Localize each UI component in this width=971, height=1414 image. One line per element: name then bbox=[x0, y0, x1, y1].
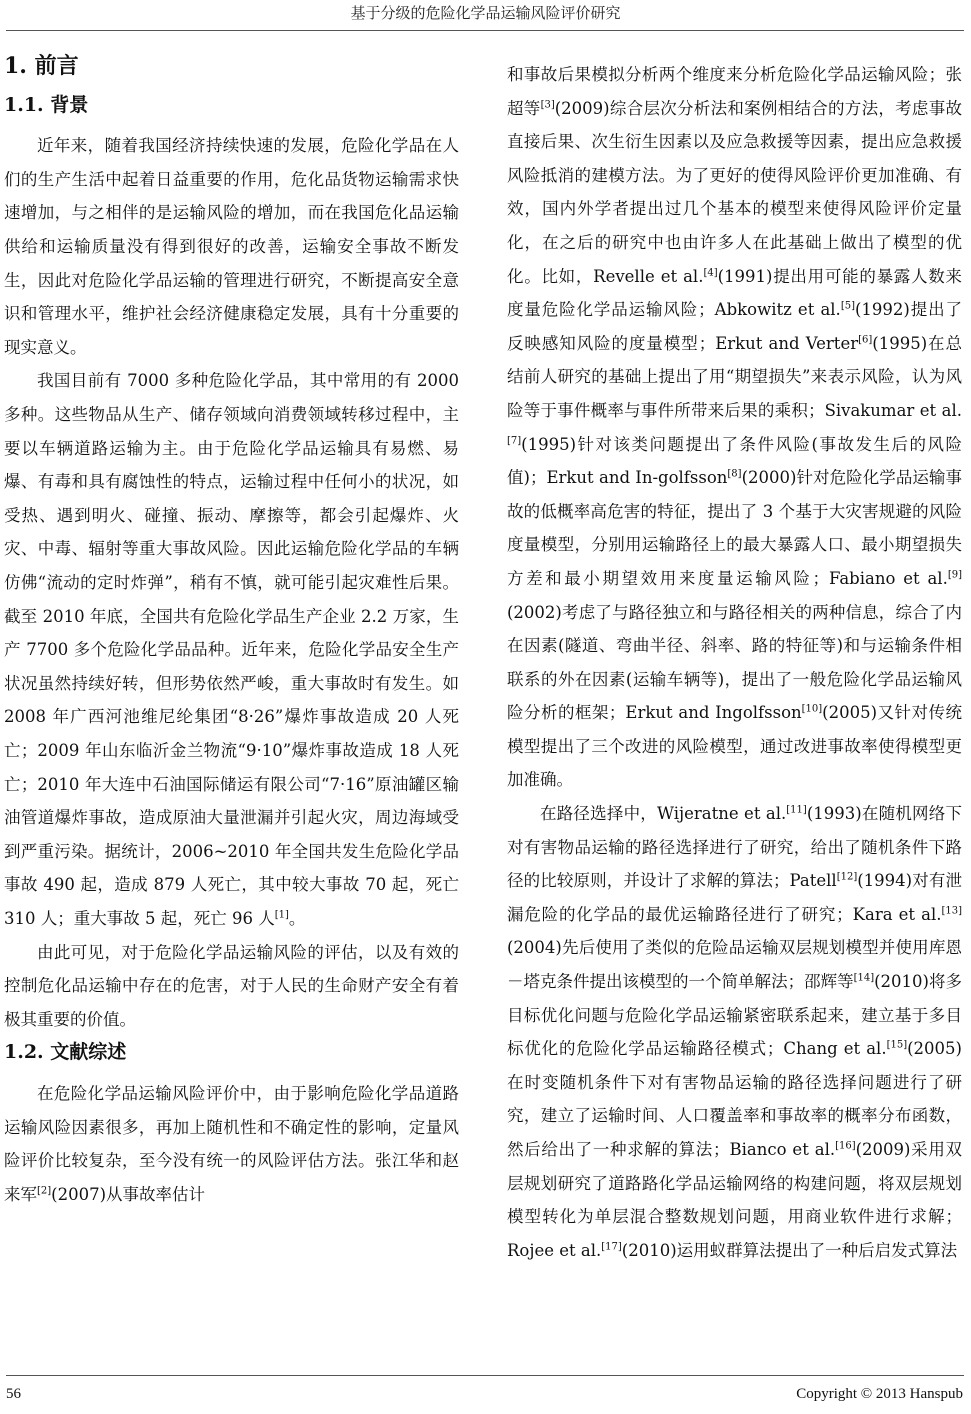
subsection-heading-literature-review: 1.2. 文献综述 bbox=[4, 1041, 127, 1064]
header-rule bbox=[6, 30, 964, 31]
citation: [11] bbox=[786, 804, 807, 816]
paragraph-text: 在危险化学品运输风险评价中，由于影响危险化学品道路运输风险因素很多，再加上随机性和不确定性的影响，定量风险评价比较复杂，至今没有统一的风险评估方法。张江华和赵来军 bbox=[4, 1084, 459, 1204]
citation: [14] bbox=[853, 972, 875, 984]
citation: [12] bbox=[836, 871, 858, 883]
citation: [1] bbox=[274, 909, 289, 921]
copyright-notice: Copyright © 2013 Hanspub bbox=[796, 1386, 963, 1402]
paragraph-text: (2005)在时变随机条件下对有害物品运输的路径选择问题进行了研究，建立了运输时间、人口覆盖率和事故率的概率分布函数，然后给出了一种求解的算法；Bianco et al. bbox=[507, 1039, 962, 1159]
citation: [3] bbox=[540, 99, 555, 111]
citation: [13] bbox=[941, 905, 962, 917]
paragraph-text: (2009)采用双层规划研究了道路路化学品运输网络的构建问题，将双层规划模型转化为单层混合整数规划问题，用商业软件进行求解；Rojee et al. bbox=[507, 1140, 962, 1260]
right-column bbox=[507, 58, 962, 1267]
paragraph-text: (2009)综合层次分析法和案例相结合的方法，考虑事故直接后果、次生衍生因素以及应急救援等因素，提出应急救援风险抵消的建模方法。为了更好的使得风险评价更加准确、有效，国内外学者提出过几个基本的模型来使得风险评价定量化，在之后的研究中也由许多人在此基础上做出了模型的优化。比如，Revelle et al. bbox=[507, 98, 962, 286]
paragraph-text: (2000)针对危险化学品运输事故的低概率高危害的特征，提出了 3 个基于大灾害规避的风险度量模型，分别用运输路径上的最大暴露人口、最小期望损失方差和最小期望效用来度量运输风险；Fabiano et al. bbox=[507, 468, 962, 588]
paragraph-background-3: 由此可见，对于危险化学品运输风险的评估，以及有效的控制危化品运输中存在的危害，对于人民的生命财产安全有着极其重要的价值。 bbox=[4, 942, 459, 1029]
paragraph-text: (1995)针对该类问题提出了条件风险(事故发生后的风险值)；Erkut and In-golfsson bbox=[507, 434, 962, 488]
paragraph-text: 在路径选择中，Wijeratne et al. bbox=[540, 804, 787, 824]
paragraph-text: (1991)提出用可能的暴露人数来度量危险化学品运输风险；Abkowitz et al. bbox=[507, 266, 962, 320]
paragraph-text: (1993)在随机网络下对有害物品运输的路径选择进行了研究，给出了随机条件下路径的比较原则，并设计了求解的算法；Patell bbox=[507, 804, 962, 891]
paragraph-text: 和事故后果模拟分析两个维度来分析危险化学品运输风险；张超等 bbox=[507, 65, 962, 118]
paragraph-text: (2010)将多目标优化问题与危险化学品运输紧密联系起来，建立基于多目标优化的危险化学品运输路径模式；Chang et al. bbox=[507, 972, 962, 1059]
citation: [9] bbox=[947, 569, 962, 581]
citation: [16] bbox=[835, 1140, 856, 1152]
paragraph-text: (1994)对有泄漏危险的化学品的最优运输路径进行了研究；Kara et al. bbox=[507, 871, 962, 924]
paragraph-text: (2010)运用蚁群算法提出了一种后启发式算法 bbox=[621, 1240, 958, 1260]
citation: [7] bbox=[507, 435, 522, 447]
citation: [2] bbox=[37, 1185, 52, 1197]
paragraph-review-2 bbox=[507, 797, 962, 1267]
paragraph-text: (2002)考虑了与路径独立和与路径相关的两种信息，综合了内在因素(隧道、弯曲半径、斜率、路的特征等)和与运输条件相联系的外在因素(运输车辆等)，提出了一般危险化学品运输风险分析的框架；Erkut and Ingolfsson bbox=[507, 602, 962, 723]
running-header: 基于分级的危险化学品运输风险评价研究 bbox=[350, 4, 621, 22]
paragraph-review-1-continued bbox=[507, 58, 962, 797]
paragraph-text: (2007)从事故率估计 bbox=[51, 1184, 206, 1204]
citation: [4] bbox=[703, 267, 718, 279]
citation: [5] bbox=[840, 300, 855, 312]
section-heading-introduction: 1. 前言 bbox=[4, 53, 79, 79]
paragraph-text: 。 bbox=[288, 908, 306, 928]
left-column bbox=[4, 52, 459, 1211]
paragraph-text: 我国目前有 7000 多种危险化学品，其中常用的有 2000 多种。这些物品从生产、储存领域向消费领域转移过程中，主要以车辆道路运输为主。由于危险化学品运输具有易燃、易爆、有毒和具有腐蚀性的特点，运输过程中任何小的状况，如受热、遇到明火、碰撞、振动、摩擦等，都会引起爆炸、火灾、中毒、辐射等重大事故风险。因此运输危险化学品的车辆仿佛“流动的定时炸弹”，稍有不慎，就可能引起灾难性后果。截至 2010 年底，全国共有危险化学品生产企业 2.2 万家，生产 7700 多个危险化学品品种。近年来，危险化学品安全生产状况虽然持续好转，但形势依然严峻，重大事故时有发生。如 2008 年广西河池维尼纶集团“8·26”爆炸事故造成 20 人死亡；2009 年山东临沂金兰物流“9·10”爆炸事故造成 18 人死亡；2010 年大连中石油国际储运有限公司“7·16”原油罐区输油管道爆炸事故，造成原油大量泄漏并引起火灾，周边海域受到严重污染。据统计，2006~2010 年全国共发生危险化学品事故 490 起，造成 879 人死亡，其中较大事故 70 起，死亡 310 人；重大事故 5 起，死亡 96 人 bbox=[4, 371, 459, 928]
footer-rule bbox=[6, 1375, 964, 1376]
paragraph-background-2 bbox=[4, 364, 459, 935]
page-number: 56 bbox=[6, 1386, 21, 1402]
citation: [6] bbox=[858, 334, 873, 346]
paragraph-review-1 bbox=[4, 1077, 459, 1211]
paragraph-text: (1992)提出了反映感知风险的度量模型；Erkut and Verter bbox=[507, 300, 962, 353]
citation: [15] bbox=[886, 1039, 908, 1051]
paragraph-text: (2005)又针对传统模型提出了三个改进的风险模型，通过改进事故率使得模型更加准确。 bbox=[507, 703, 962, 790]
citation: [8] bbox=[727, 468, 742, 480]
subsection-heading-background: 1.1. 背景 bbox=[4, 93, 89, 116]
citation: [10] bbox=[801, 703, 823, 715]
paragraph-text: (2004)先后使用了类似的危险品运输双层规划模型并使用库恩－塔克条件提出该模型的一个简单解法；邵辉等 bbox=[507, 938, 962, 992]
paragraph-background-1: 近年来，随着我国经济持续快速的发展，危险化学品在人们的生产生活中起着日益重要的作用，危化品货物运输需求快速增加，与之相伴的是运输风险的增加，而在我国危化品运输供给和运输质量没有得到很好的改善，运输安全事故不断发生，因此对危险化学品运输的管理进行研究，不断提高安全意识和管理水平，维护社会经济健康稳定发展，具有十分重要的现实意义。 bbox=[4, 136, 459, 357]
paragraph-text: (1995)在总结前人研究的基础上提出了用“期望损失”来表示风险，认为风险等于事件概率与事件所带来后果的乘积；Sivakumar et al. bbox=[507, 333, 962, 420]
citation: [17] bbox=[601, 1241, 622, 1253]
